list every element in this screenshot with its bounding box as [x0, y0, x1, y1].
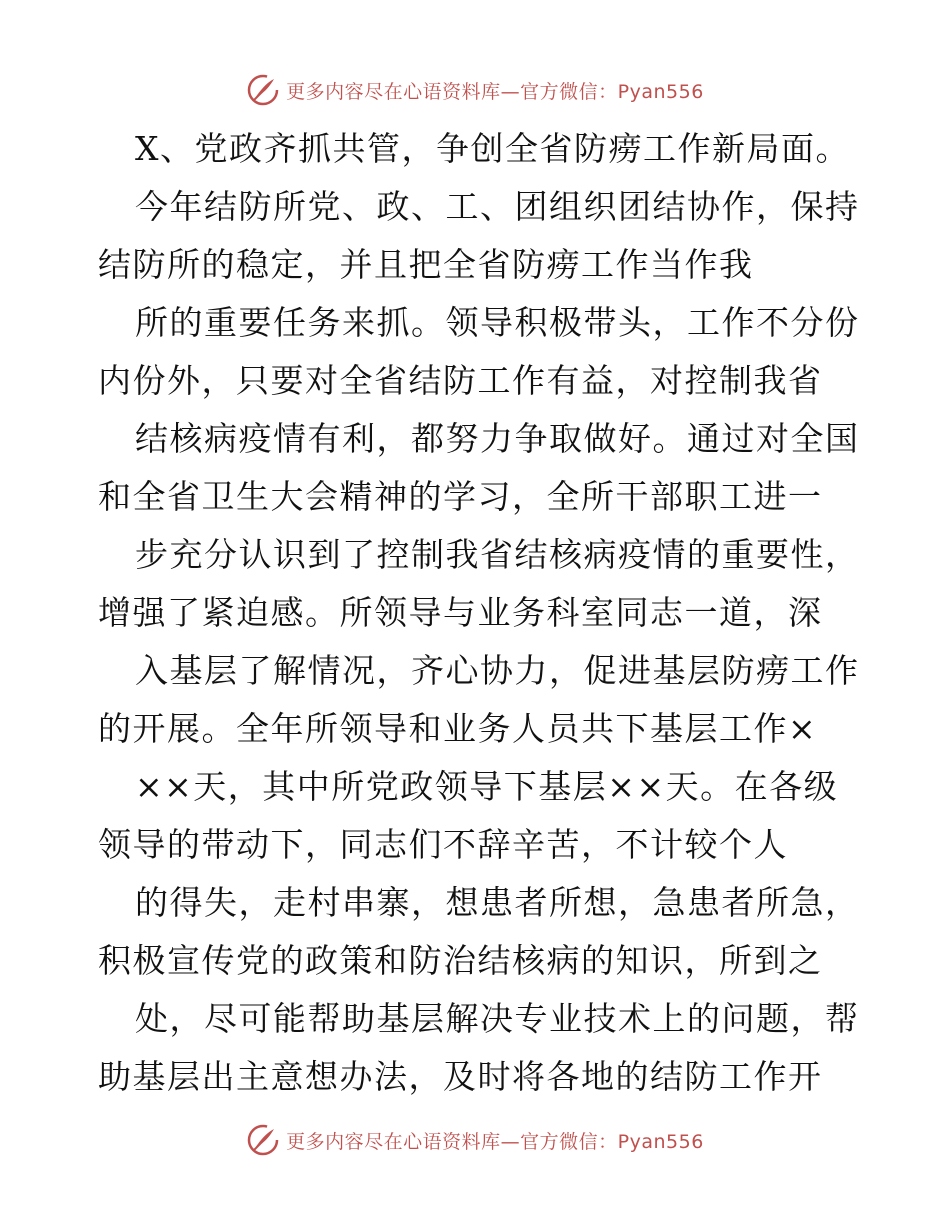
- text-line: 增强了紧迫感。所领导与业务科室同志一道，深: [98, 593, 823, 632]
- text-line: 所的重要任务来抓。领导积极带头，工作不分份: [135, 303, 860, 342]
- text-line: 步充分认识到了控制我省结核病疫情的重要性，: [135, 535, 860, 574]
- text-line: 的开展。全年所领导和业务人员共下基层工作×: [98, 709, 818, 748]
- header-banner-text: 更多内容尽在心语资料库—官方微信：Pyan556: [286, 80, 704, 103]
- text-line: 内份外，只要对全省结防工作有益，对控制我省: [98, 361, 823, 400]
- feather-quill-logo-icon: [246, 73, 280, 107]
- text-line: 结核病疫情有利，都努力争取做好。通过对全国: [135, 419, 860, 458]
- footer-banner: [0, 1120, 950, 1160]
- text-line: 积极宣传党的政策和防治结核病的知识，所到之: [98, 941, 823, 980]
- text-line: 今年结防所党、政、工、团组织团结协作，保持: [135, 187, 860, 226]
- header-banner: [0, 70, 950, 110]
- text-line: 助基层出主意想办法，及时将各地的结防工作开: [98, 1057, 823, 1096]
- text-line: 领导的带动下，同志们不辞辛苦，不计较个人: [98, 825, 788, 864]
- text-line: 处，尽可能帮助基层解决专业技术上的问题，帮: [135, 999, 860, 1038]
- footer-banner-text: 更多内容尽在心语资料库—官方微信：Pyan556: [286, 1130, 704, 1153]
- text-line: 入基层了解情况，齐心协力，促进基层防痨工作: [135, 651, 860, 690]
- text-line: 结防所的稳定，并且把全省防痨工作当作我: [98, 245, 754, 284]
- text-line: X、党政齐抓共管，争创全省防痨工作新局面。: [135, 129, 850, 168]
- text-line: ××天，其中所党政领导下基层××天。在各级: [135, 767, 839, 806]
- text-line: 的得失，走村串寨，想患者所想，急患者所急，: [135, 883, 860, 922]
- feather-quill-logo-icon: [246, 1123, 280, 1157]
- text-line: 和全省卫生大会精神的学习，全所干部职工进一: [98, 477, 823, 516]
